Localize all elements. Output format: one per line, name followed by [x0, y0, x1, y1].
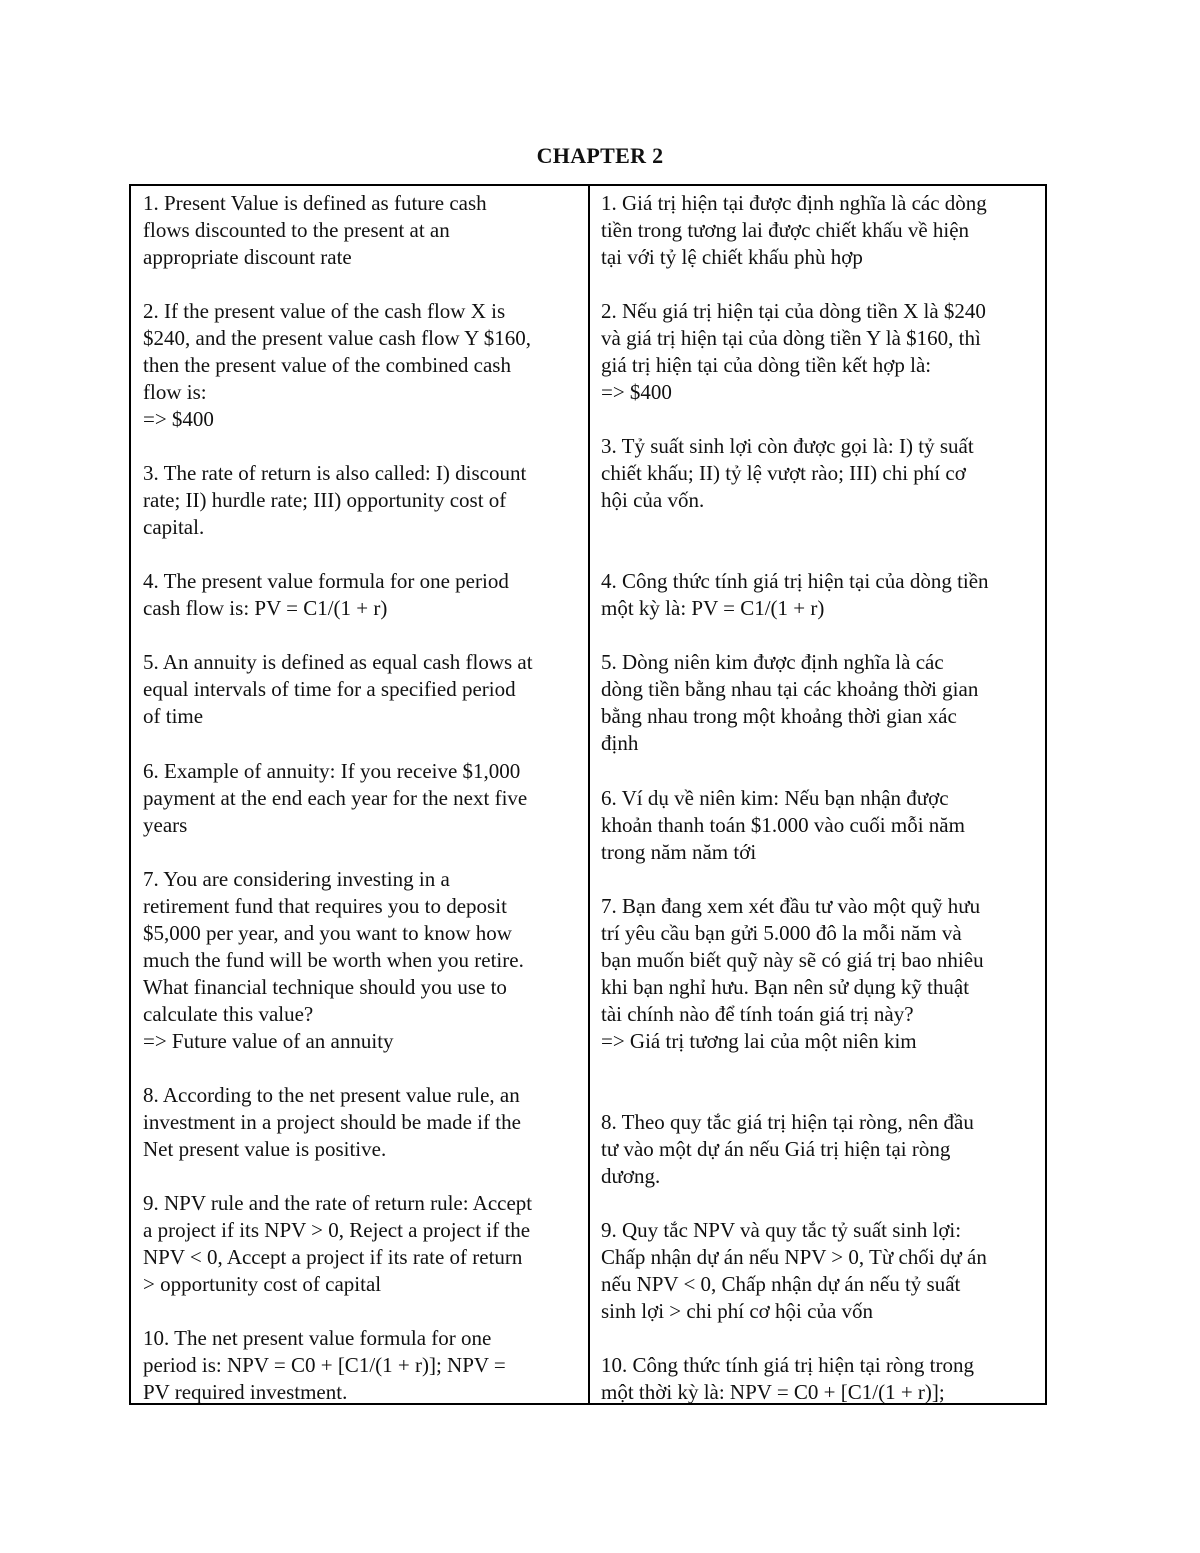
english-item-3: 3. The rate of return is also called: I) discount rate; II) hurdle rate; III) opportunity cost of capital. [143, 461, 527, 539]
english-item-4: 4. The present value formula for one period cash flow is: PV = C1/(1 + r) [143, 569, 509, 620]
bilingual-table [129, 184, 1047, 1405]
english-item-2: 2. If the present value of the cash flow X is $240, and the present value cash flow Y $160, then the present value of the combined cash flow is: => $400 [143, 299, 532, 431]
english-item-10: 10. The net present value formula for one period is: NPV = C0 + [C1/(1 + r)]; NPV = PV required investment. [143, 1326, 506, 1404]
english-item-9: 9. NPV rule and the rate of return rule: Accept a project if its NPV > 0, Reject a project if the NPV < 0, Accept a project if its rate of return > opportunity cost of capital [143, 1191, 533, 1296]
english-item-5: 5. An annuity is defined as equal cash flows at equal intervals of time for a specified period of time [143, 650, 533, 728]
english-item-6: 6. Example of annuity: If you receive $1,000 payment at the end each year for the next five years [143, 759, 528, 837]
vietnamese-item-4: 4. Công thức tính giá trị hiện tại của dòng tiền một kỳ là: PV = C1/(1 + r) [601, 569, 989, 620]
vietnamese-item-6: 6. Ví dụ về niên kim: Nếu bạn nhận được khoản thanh toán $1.000 vào cuối mỗi năm trong năm năm tới [601, 786, 965, 864]
english-column [143, 186, 583, 1403]
vietnamese-item-7: 7. Bạn đang xem xét đầu tư vào một quỹ hưu trí yêu cầu bạn gửi 5.000 đô la mỗi năm và bạn muốn biết quỹ này sẽ có giá trị bao nhiêu khi bạn nghỉ hưu. Bạn nên sử dụng kỹ thuật tài chính nào để tính toán giá trị này? => Giá trị tương lai của một niên kim [601, 894, 984, 1053]
page-title: CHAPTER 2 [536, 143, 664, 168]
vietnamese-item-3: 3. Tỷ suất sinh lợi còn được gọi là: I) tỷ suất chiết khấu; II) tỷ lệ vượt rào; III) chi phí cơ hội của vốn. [601, 434, 974, 512]
vietnamese-item-8: 8. Theo quy tắc giá trị hiện tại ròng, nên đầu tư vào một dự án nếu Giá trị hiện tại ròng dương. [601, 1110, 974, 1188]
vietnamese-item-2: 2. Nếu giá trị hiện tại của dòng tiền X là $240 và giá trị hiện tại của dòng tiền Y là $160, thì giá trị hiện tại của dòng tiền kết hợp là: => $400 [601, 299, 986, 404]
column-divider [588, 186, 590, 1403]
english-item-1: 1. Present Value is defined as future cash flows discounted to the present at an appropriate discount rate [143, 191, 487, 269]
vietnamese-item-1: 1. Giá trị hiện tại được định nghĩa là các dòng tiền trong tương lai được chiết khấu về hiện tại với tỷ lệ chiết khấu phù hợp [601, 191, 987, 269]
english-item-8: 8. According to the net present value rule, an investment in a project should be made if the Net present value is positive. [143, 1083, 521, 1161]
vietnamese-column [601, 186, 1041, 1403]
vietnamese-item-10: 10. Công thức tính giá trị hiện tại ròng trong một thời kỳ là: NPV = C0 + [C1/(1 + r)]; [601, 1353, 974, 1404]
vietnamese-item-5: 5. Dòng niên kim được định nghĩa là các dòng tiền bằng nhau tại các khoảng thời gian bằng nhau trong một khoảng thời gian xác định [601, 650, 979, 755]
vietnamese-item-9: 9. Quy tắc NPV và quy tắc tỷ suất sinh lợi: Chấp nhận dự án nếu NPV > 0, Từ chối dự án nếu NPV < 0, Chấp nhận dự án nếu tỷ suất sinh lợi > chi phí cơ hội của vốn [601, 1218, 987, 1323]
english-item-7: 7. You are considering investing in a retirement fund that requires you to deposit $5,000 per year, and you want to know how much the fund will be worth when you retire. What financial technique should you use to calculate this value? => Future value of an annuity [143, 867, 524, 1053]
